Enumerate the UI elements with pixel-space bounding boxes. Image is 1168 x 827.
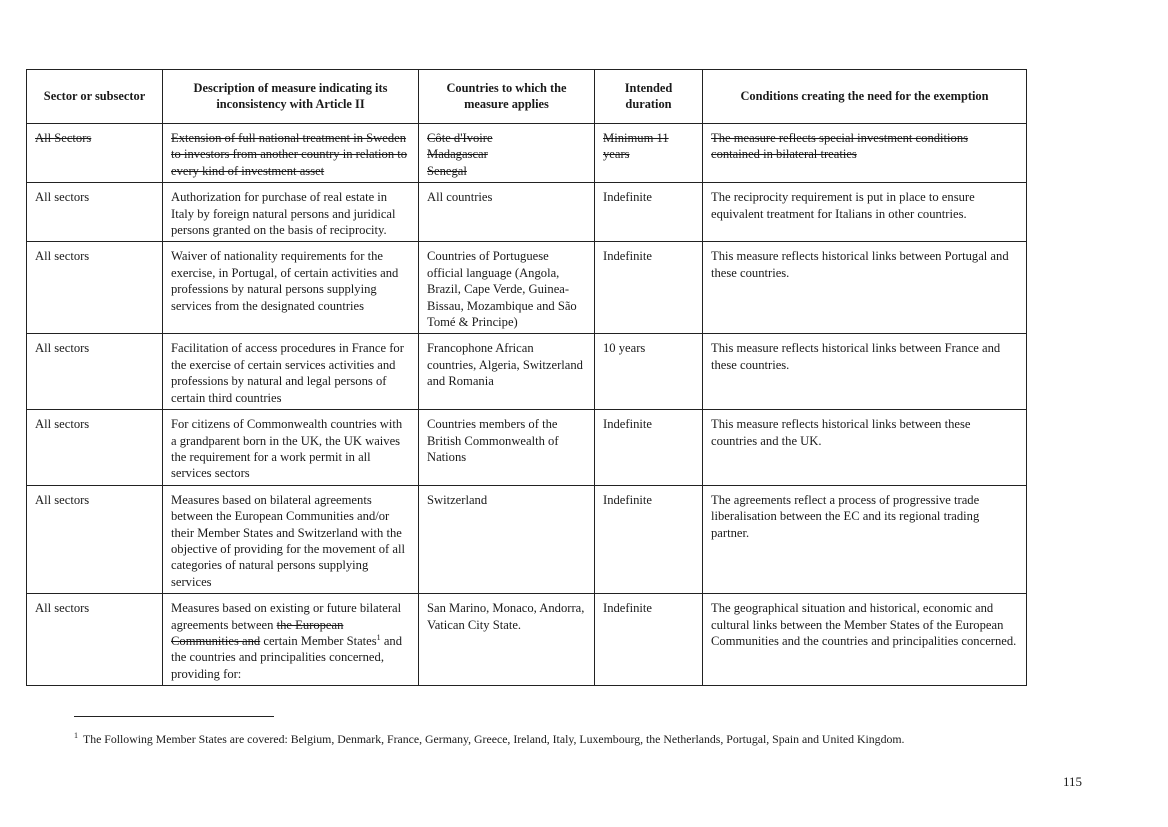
row-description: Waiver of nationality requirements for the exercise, in Portugal, of certain activities and professions by natural persons supplying services from the designated countries bbox=[163, 242, 419, 334]
row-duration: Indefinite bbox=[595, 410, 703, 486]
table-row bbox=[27, 334, 1027, 410]
page-number: 115 bbox=[1062, 774, 1082, 789]
row-conditions: The geographical situation and historical, economic and cultural links between the Member States of the European Communities and the countries and principalities concerned. bbox=[703, 594, 1027, 686]
row-conditions: This measure reflects historical links between Portugal and these countries. bbox=[703, 242, 1027, 334]
row-description: Facilitation of access procedures in France for the exercise of certain services activities and professions by natural and legal persons of certain third countries bbox=[163, 334, 419, 410]
row-conditions: The agreements reflect a process of progressive trade liberalisation between the EC and its regional trading partner. bbox=[703, 485, 1027, 593]
struck-description: Extension of full national treatment in Sweden to investors from another country in relation to every kind of investment asset bbox=[163, 124, 419, 183]
footnote-reference: 1 bbox=[376, 632, 381, 642]
table-row-last bbox=[27, 594, 1027, 686]
row-countries: All countries bbox=[419, 183, 595, 242]
row-duration: Indefinite bbox=[595, 485, 703, 593]
table-row-struck bbox=[27, 124, 1027, 183]
footnote-divider bbox=[74, 716, 274, 717]
footnote bbox=[74, 732, 1074, 747]
row-description bbox=[163, 594, 419, 686]
struck-country: Senegal bbox=[427, 163, 467, 178]
row-duration: 10 years bbox=[595, 334, 703, 410]
footnote-text: The Following Member States are covered: Belgium, Denmark, France, Germany, Greece, Ireland, Italy, Luxembourg, the Netherlands, Portugal, Spain and United Kingdom. bbox=[83, 732, 905, 746]
row-duration: Indefinite bbox=[595, 594, 703, 686]
row-duration: Indefinite bbox=[595, 242, 703, 334]
row-countries: Francophone African countries, Algeria, Switzerland and Romania bbox=[419, 334, 595, 410]
row-conditions: The reciprocity requirement is put in place to ensure equivalent treatment for Italians in other countries. bbox=[703, 183, 1027, 242]
struck-countries bbox=[419, 124, 595, 183]
struck-sector: All Sectors bbox=[27, 124, 163, 183]
desc-part: Measures based on existing or future bilateral agreements between bbox=[171, 601, 402, 632]
row-countries: Switzerland bbox=[419, 485, 595, 593]
row-countries: Countries of Portuguese official language (Angola, Brazil, Cape Verde, Guinea-Bissau, Mozambique and São Tomé & Principe) bbox=[419, 242, 595, 334]
row-sector: All sectors bbox=[27, 242, 163, 334]
row-description: Authorization for purchase of real estate in Italy by foreign natural persons and juridical persons granted on the basis of reciprocity. bbox=[163, 183, 419, 242]
header-description: Description of measure indicating its inconsistency with Article II bbox=[163, 70, 419, 124]
row-countries: Countries members of the British Commonwealth of Nations bbox=[419, 410, 595, 486]
row-duration: Indefinite bbox=[595, 183, 703, 242]
row-sector: All sectors bbox=[27, 183, 163, 242]
struck-country: Côte d'Ivoire bbox=[427, 131, 493, 145]
row-sector: All sectors bbox=[27, 594, 163, 686]
struck-duration: Minimum 11 years bbox=[595, 124, 703, 183]
row-description: For citizens of Commonwealth countries with a grandparent born in the UK, the UK waives the requirement for a work permit in all services sectors bbox=[163, 410, 419, 486]
footnote-marker: 1 bbox=[74, 731, 78, 741]
table-row bbox=[27, 485, 1027, 593]
row-sector: All sectors bbox=[27, 485, 163, 593]
header-conditions: Conditions creating the need for the exemption bbox=[703, 70, 1027, 124]
header-sector: Sector or subsector bbox=[27, 70, 163, 124]
table-header-row bbox=[27, 70, 1027, 124]
row-conditions: This measure reflects historical links between France and these countries. bbox=[703, 334, 1027, 410]
struck-conditions: The measure reflects special investment conditions contained in bilateral treaties bbox=[703, 124, 1027, 183]
row-conditions: This measure reflects historical links between these countries and the UK. bbox=[703, 410, 1027, 486]
row-sector: All sectors bbox=[27, 410, 163, 486]
desc-part: and the countries and principalities concerned, providing for: bbox=[171, 633, 403, 681]
table-row bbox=[27, 242, 1027, 334]
header-duration: Intended duration bbox=[595, 70, 703, 124]
mfn-exemption-table bbox=[26, 69, 1027, 686]
header-countries: Countries to which the measure applies bbox=[419, 70, 595, 124]
row-countries: San Marino, Monaco, Andorra, Vatican City State. bbox=[419, 594, 595, 686]
desc-struck-part: the European Communities and bbox=[171, 617, 344, 648]
table-row bbox=[27, 410, 1027, 486]
struck-country: Madagascar bbox=[427, 147, 488, 162]
row-sector: All sectors bbox=[27, 334, 163, 410]
row-description: Measures based on bilateral agreements between the European Communities and/or their Member States and Switzerland with the objective of providing for the movement of all categories of natural persons supplying services bbox=[163, 485, 419, 593]
exemption-table-page bbox=[26, 69, 1026, 686]
table-row bbox=[27, 183, 1027, 242]
desc-part: certain Member States bbox=[263, 633, 377, 648]
